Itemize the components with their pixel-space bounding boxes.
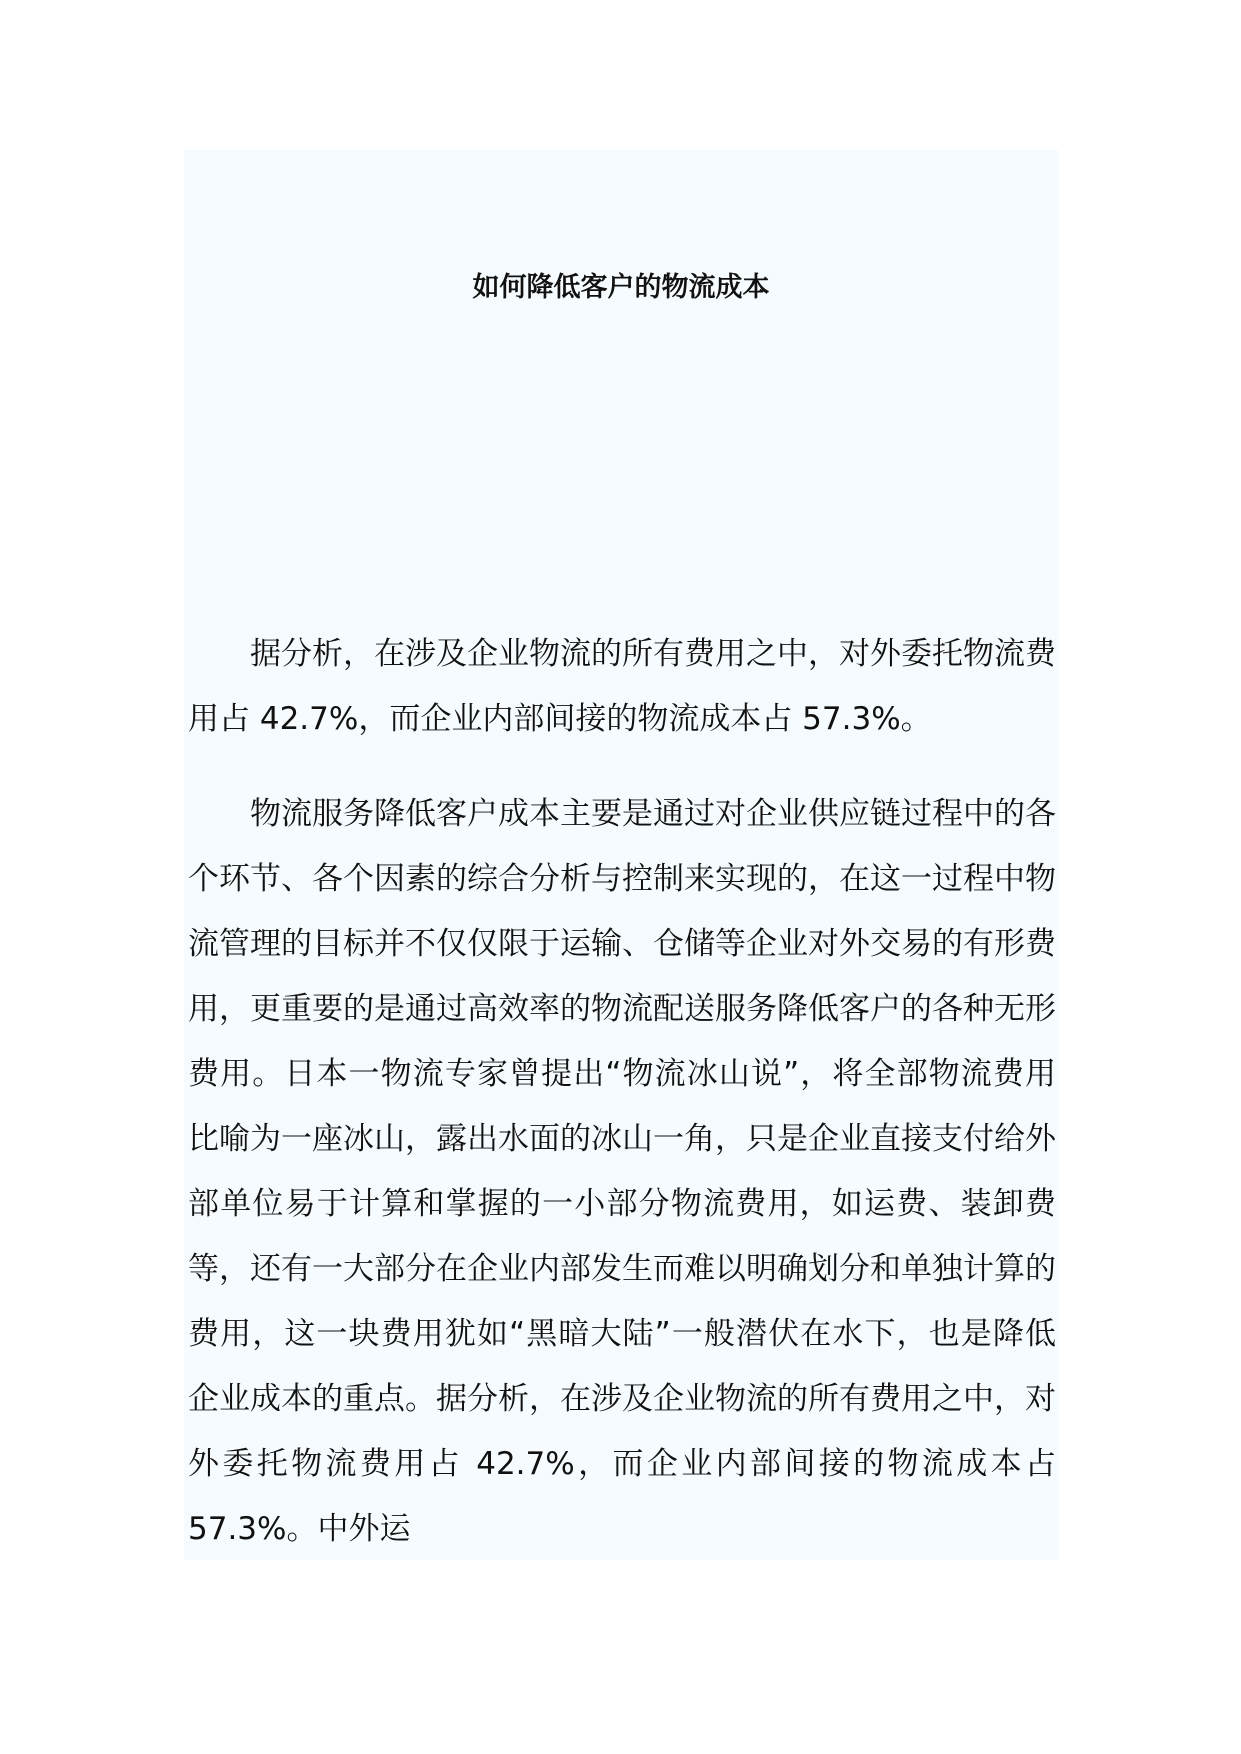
paragraph-2: 物流服务降低客户成本主要是通过对企业供应链过程中的各个环节、各个因素的综合分析与控制来实现的，在这一过程中物流管理的目标并不仅仅限于运输、仓储等企业对外交易的有形费用，更重要的是通过高效率的物流配送服务降低客户的各种无形费用。日本一物流专家曾提出“物流冰山说”，将全部物流费用比喻为一座冰山，露出水面的冰山一角，只是企业直接支付给外部单位易于计算和掌握的一小部分物流费用，如运费、装卸费等，还有一大部分在企业内部发生而难以明确划分和单独计算的费用，这一块费用犹如“黑暗大陆”一般潜伏在水下，也是降低企业成本的重点。据分析，在涉及企业物流的所有费用之中，对外委托物流费用占 42.7%，而企业内部间接的物流成本占 57.3%。中外运 (188, 796, 1056, 1547)
paragraph-1: 据分析，在涉及企业物流的所有费用之中，对外委托物流费用占 42.7%，而企业内部间接的物流成本占 57.3%。 (188, 636, 1056, 737)
document-title: 如何降低客户的物流成本 (472, 272, 770, 303)
